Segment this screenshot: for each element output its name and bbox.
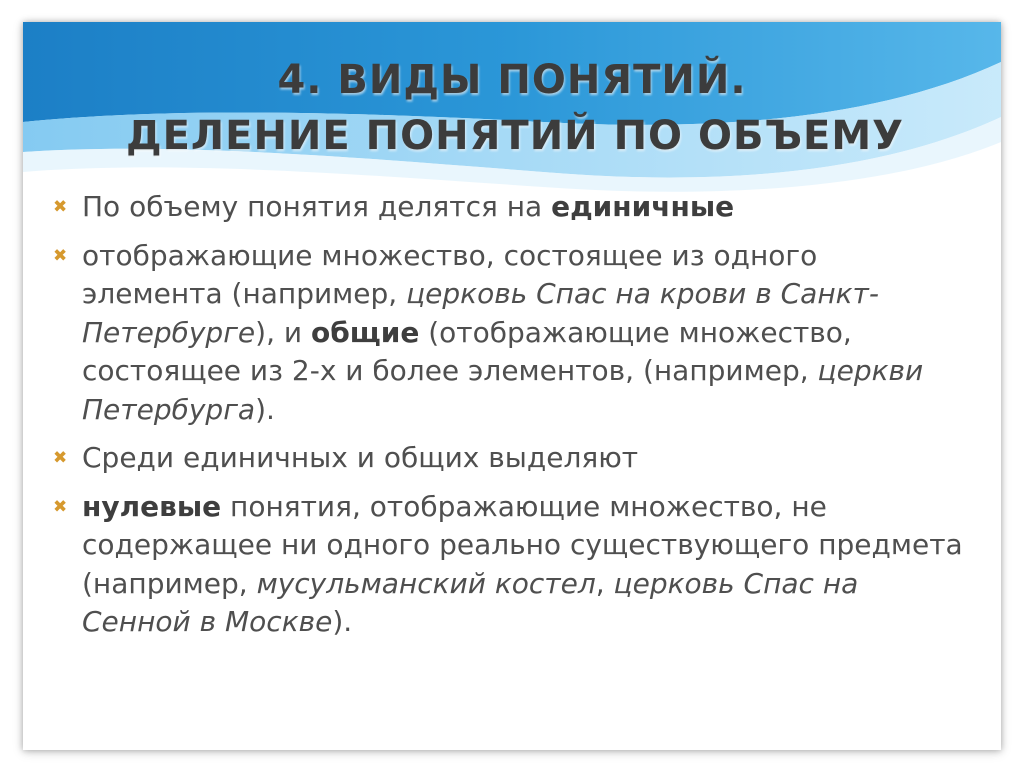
bullet-text: , (595, 566, 614, 600)
example-text: церкви Петербурга (82, 354, 924, 426)
cross-bullet-icon: ✖ (53, 448, 68, 468)
bullet-list (53, 188, 963, 652)
list-item (53, 188, 963, 227)
bullet-text: ). (332, 605, 353, 638)
bullet-text: понятия, отображающие множество, не содержащее ни одного реально существующего предмета (например, (82, 489, 963, 600)
slide (23, 22, 1001, 750)
bullet-text: ), и (255, 315, 311, 349)
bullet-text: отображающие множество, состоящее из одного элемента (например, (82, 238, 818, 310)
title-line-2: ДЕЛЕНИЕ ПОНЯТИЙ ПО ОБЪЕМУ (125, 113, 905, 159)
bullet-text: По объему понятия делятся на (82, 190, 552, 223)
term-general: общие (310, 315, 420, 349)
list-item (53, 439, 963, 478)
cross-bullet-icon: ✖ (53, 245, 68, 266)
term-singular: единичные (551, 190, 735, 223)
list-item (53, 488, 963, 642)
title-line-1: 4. ВИДЫ ПОНЯТИЙ. (277, 57, 747, 103)
example-text: мусульманский костел (256, 566, 596, 600)
example-text: церковь Спас на Сенной в Москве (82, 566, 859, 638)
bullet-text: ). (255, 392, 275, 426)
list-item (53, 237, 963, 430)
bullet-text: Среди единичных и общих выделяют (82, 441, 639, 474)
term-null: нулевые (82, 489, 222, 523)
example-text: церковь Спас на крови в Санкт-Петербурге (82, 277, 879, 349)
bullet-text: (отображающие множество, состоящее из 2-х и более элементов, (например, (82, 315, 852, 387)
cross-bullet-icon: ✖ (53, 197, 68, 217)
cross-bullet-icon: ✖ (53, 496, 68, 517)
slide-title (23, 52, 1001, 164)
